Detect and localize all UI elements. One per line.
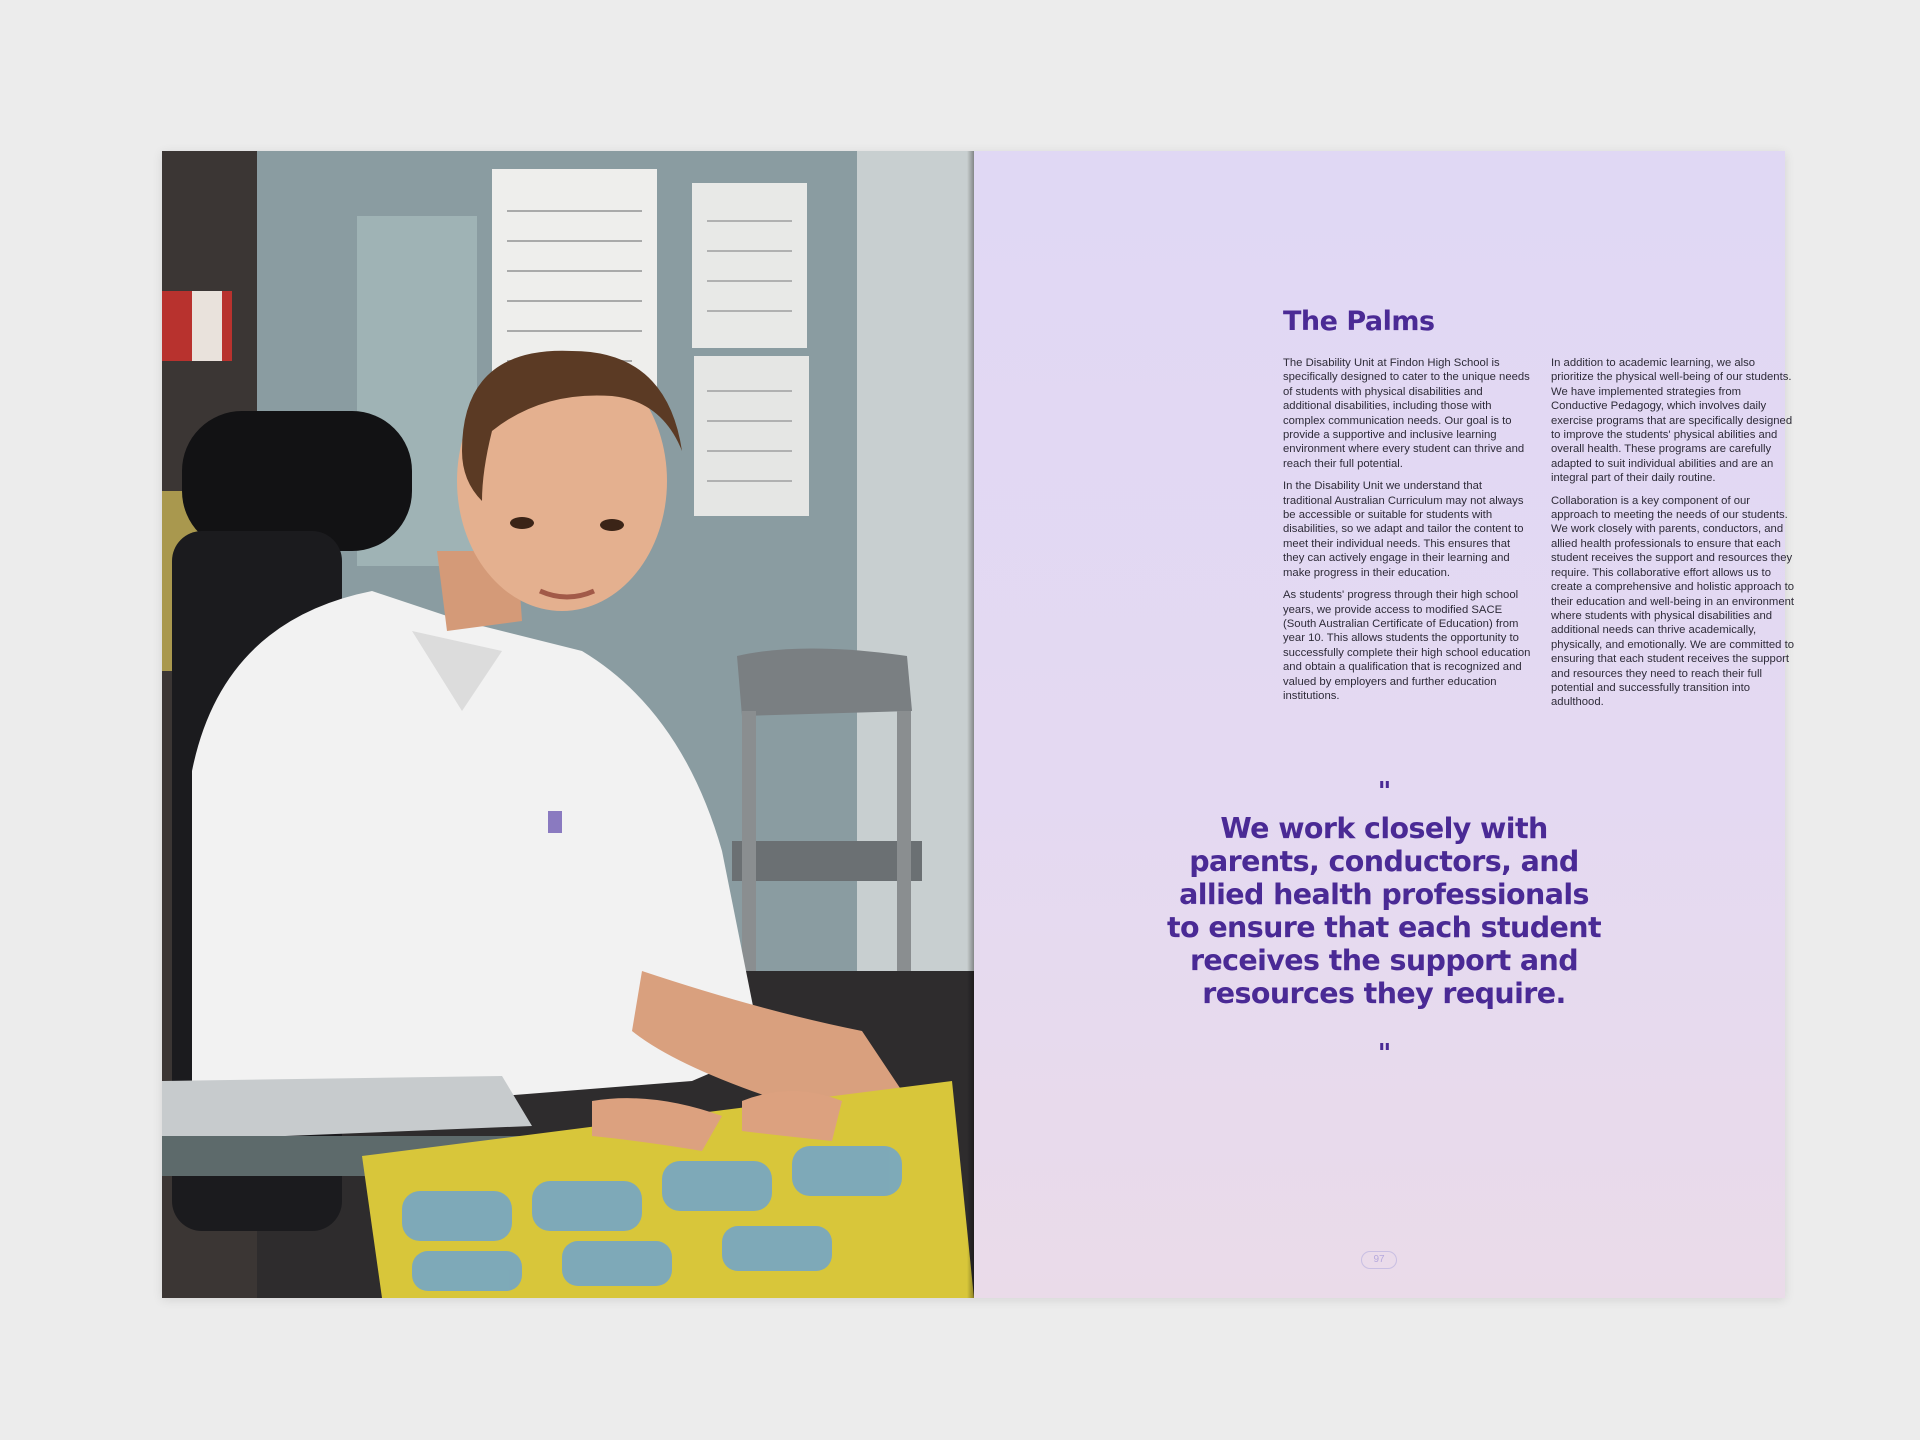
paragraph: In addition to academic learning, we also prioritize the physical well-being of our students. We have implemented strategies from Conductive Pedagogy, which involves daily exercise programs that are specifically designed to improve the students' physical abilities and overall health. These programs are carefully adapted to suit individual abilities and are an integral part of their daily routine. bbox=[1551, 357, 1793, 485]
close-quote-mark: " bbox=[1377, 1039, 1392, 1069]
open-quote-mark: " bbox=[1377, 777, 1392, 807]
paragraph: As students' progress through their high school years, we provide access to modified SACE (South Australian Certificate of Education) from year 10. This allows students the opportunity to successfully complete their high school education and obtain a qualification that is recognized and valued by employers and further education institutions. bbox=[1283, 589, 1531, 702]
pull-quote: We work closely with parents, conductors, and allied health professionals to ensure that each student receives the support and resources they require. bbox=[1167, 812, 1601, 1010]
photo-illustration bbox=[162, 151, 974, 1298]
text-page bbox=[974, 151, 1795, 1298]
left-text-column bbox=[1283, 356, 1531, 711]
paragraph: In the Disability Unit we understand that traditional Australian Curriculum may not always be accessible or suitable for students with disabilities, so we adapt and tailor the content to meet their individual needs. This ensures that they can actively engage in their learning and make progress in their education. bbox=[1283, 480, 1524, 579]
paragraph: The Disability Unit at Findon High School is specifically designed to cater to the unique needs of students with physical disabilities and additional disabilities, including those with complex communication needs. Our goal is to provide a supportive and inclusive learning environment where every student can thrive and reach their full potential. bbox=[1283, 357, 1530, 470]
right-text-column bbox=[1551, 356, 1799, 718]
paragraph: Collaboration is a key component of our approach to meeting the needs of our students. We work closely with parents, conductors, and allied health professionals to ensure that each student receives the support and resources they require. This collaborative effort allows us to create a comprehensive and holistic approach to their education and well-being in an environment where students with physical disabilities and additional needs can thrive academically, physically, and emotionally. We are committed to ensuring that each student receives the support and resources they need to reach their full potential and successfully transition into adulthood. bbox=[1551, 494, 1795, 709]
student-photo bbox=[162, 151, 974, 1298]
page-number: 97 bbox=[1361, 1251, 1397, 1269]
article-title: The Palms bbox=[1283, 306, 1435, 337]
magazine-spread bbox=[162, 151, 1795, 1298]
